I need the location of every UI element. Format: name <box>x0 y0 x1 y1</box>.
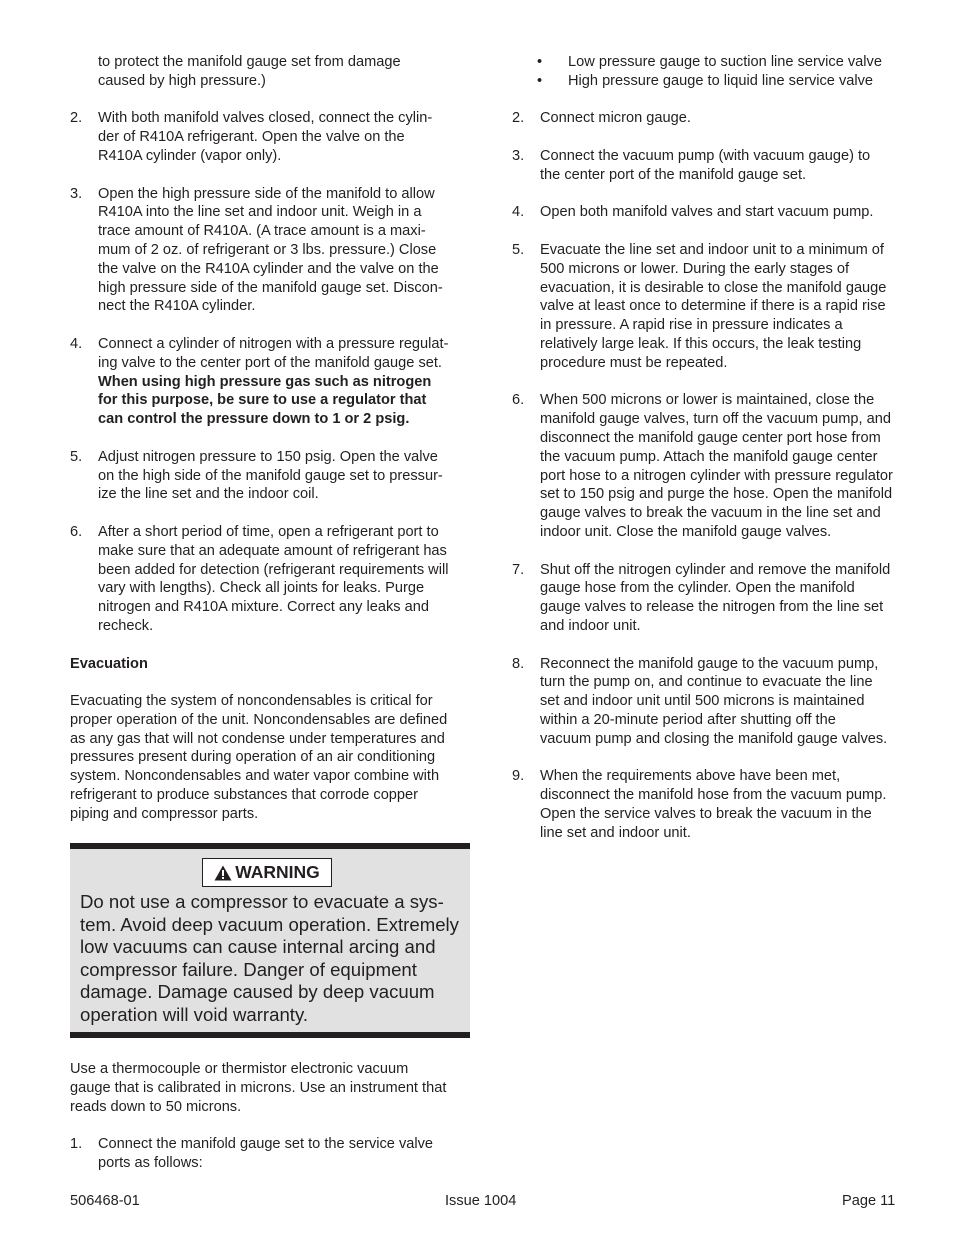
text-line: port hose to a nitrogen cylinder with pressure regulator <box>540 467 893 484</box>
text-line: gauge valves to break the vacuum in the line set and <box>540 505 881 522</box>
text-line: Open the high pressure side of the manifold to allow <box>98 185 435 202</box>
text-line: After a short period of time, open a refrigerant port to <box>98 523 439 540</box>
step-4 <box>512 203 912 222</box>
text-line: vary with lengths). Check all joints for leaks. Purge <box>98 580 425 597</box>
text-line: set and indoor unit until 500 microns is maintained <box>540 693 865 710</box>
step-number: 8. <box>512 655 525 672</box>
step-5 <box>70 448 472 504</box>
text-line: on the high side of the manifold gauge set to pressur- <box>98 467 443 484</box>
text-line: recheck. <box>98 617 154 634</box>
step-number: 3. <box>512 147 525 164</box>
text-line: in pressure. A rapid rise in pressure indicates a <box>540 317 843 334</box>
text-line: Connect a cylinder of nitrogen with a pressure regulat- <box>98 335 449 352</box>
step-number: 6. <box>70 523 83 540</box>
step-1 <box>70 1135 472 1173</box>
warning-label <box>202 858 332 887</box>
text-line: turn the pump on, and continue to evacuate the line <box>540 674 873 691</box>
gauge-paragraph <box>70 1060 472 1116</box>
text-line: gauge that is calibrated in microns. Use an instrument that <box>70 1079 447 1096</box>
step-number: 4. <box>512 204 525 221</box>
text-line: ing valve to the center port of the manifold gauge set. <box>98 354 442 371</box>
step-4 <box>70 335 472 429</box>
step-6 <box>70 523 472 636</box>
text-line: R410A into the line set and indoor unit. Weigh in a <box>98 204 422 221</box>
text-line: When the requirements above have been met, <box>540 768 841 785</box>
step-9 <box>512 767 912 842</box>
text-line: Use a thermocouple or thermistor electronic vacuum <box>70 1061 409 1077</box>
text-line: the center port of the manifold gauge set. <box>540 166 807 183</box>
step-1-continuation <box>70 53 472 91</box>
text-line: vacuum pump and closing the manifold gauge valves. <box>540 730 888 747</box>
step-6 <box>512 391 912 541</box>
step-2 <box>70 109 472 165</box>
text-line: With both manifold valves closed, connect the cylin- <box>98 110 433 127</box>
step-number: 9. <box>512 768 525 785</box>
text-line: trace amount of R410A. (A trace amount is a maxi- <box>98 223 426 240</box>
text-line: pressures present during operation of an air conditioning <box>70 749 436 766</box>
step-number: 5. <box>70 448 83 465</box>
text-line: piping and compressor parts. <box>70 805 259 822</box>
evacuation-paragraph <box>70 692 472 824</box>
text-line: disconnect the manifold hose from the vacuum pump. <box>540 787 887 804</box>
step-3 <box>70 185 472 317</box>
step-5 <box>512 241 912 373</box>
text-line: low vacuums can cause internal arcing and <box>80 936 436 958</box>
step-number: 1. <box>70 1136 83 1153</box>
text-line: high pressure side of the manifold gauge set. Discon- <box>98 279 443 296</box>
text-line: been added for detection (refrigerant requirements will <box>98 561 449 578</box>
step-number: 7. <box>512 561 525 578</box>
text-line: gauge valves to release the nitrogen from the line set <box>540 599 884 616</box>
footer-issue: Issue 1004 <box>445 1193 517 1209</box>
step-number: 2. <box>70 110 83 127</box>
caution-line: When using high pressure gas such as nitrogen <box>98 373 432 390</box>
footer-doc-number: 506468-01 <box>70 1193 140 1209</box>
text-line: Adjust nitrogen pressure to 150 psig. Open the valve <box>98 448 438 465</box>
text-line: Connect the vacuum pump (with vacuum gauge) to <box>540 147 871 164</box>
text-line: When 500 microns or lower is maintained, close the <box>540 392 875 409</box>
text-line: R410A cylinder (vapor only). <box>98 147 282 164</box>
text-line: reads down to 50 microns. <box>70 1098 242 1115</box>
text-line: Evacuating the system of noncondensables is critical for <box>70 693 433 710</box>
text-line: the valve on the R410A cylinder and the valve on the <box>98 260 439 277</box>
text-line: tem. Avoid deep vacuum operation. Extremely <box>80 913 459 935</box>
step-number: 3. <box>70 185 83 202</box>
warning-box <box>70 843 470 1038</box>
warning-triangle-icon <box>214 865 232 881</box>
text-line: Low pressure gauge to suction line service valve <box>568 54 882 70</box>
text-line: indoor unit. Close the manifold gauge valves. <box>540 523 832 540</box>
text-line: nect the R410A cylinder. <box>98 298 256 315</box>
text-line: caused by high pressure.) <box>98 72 266 89</box>
left-column-bottom <box>70 1060 472 1173</box>
text-line: ports as follows: <box>98 1154 203 1171</box>
text-line: nitrogen and R410A mixture. Correct any leaks and <box>98 599 429 616</box>
warning-label-text: WARNING <box>235 862 320 882</box>
evacuation-heading: Evacuation <box>70 655 148 672</box>
text-line: proper operation of the unit. Noncondensables are defined <box>70 711 448 728</box>
text-line: gauge hose from the cylinder. Open the manifold <box>540 580 855 597</box>
text-line: the vacuum pump. Attach the manifold gauge center <box>540 448 878 465</box>
text-line: refrigerant to produce substances that corrode copper <box>70 787 419 804</box>
bullet-icon: • <box>537 72 543 89</box>
text-line: disconnect the manifold gauge center port hose from <box>540 429 881 446</box>
right-column <box>512 53 912 842</box>
text-line: within a 20-minute period after shutting off the <box>540 711 836 728</box>
text-line: mum of 2 oz. of refrigerant or 3 lbs. pressure.) Close <box>98 241 437 258</box>
left-column <box>70 53 472 824</box>
text-line: ize the line set and the indoor coil. <box>98 486 319 503</box>
text-line: evacuation, it is desirable to close the manifold gauge <box>540 279 887 296</box>
text-line: operation will void warranty. <box>80 1003 309 1025</box>
bullet-icon: • <box>537 54 543 70</box>
text-line: Connect the manifold gauge set to the service valve <box>98 1136 434 1153</box>
text-line: Connect micron gauge. <box>540 110 691 127</box>
text-line: damage. Damage caused by deep vacuum <box>80 981 435 1003</box>
step-3 <box>512 147 912 185</box>
text-line: compressor failure. Danger of equipment <box>80 958 417 980</box>
caution-line: for this purpose, be sure to use a regulator that <box>98 392 427 409</box>
text-line: Evacuate the line set and indoor unit to a minimum of <box>540 241 884 258</box>
step-7 <box>512 561 912 636</box>
text-line: set to 150 psig and purge the hose. Open the manifold <box>540 486 893 503</box>
text-line: system. Noncondensables and water vapor combine with <box>70 768 440 785</box>
text-line: to protect the manifold gauge set from damage <box>98 54 401 70</box>
step-number: 2. <box>512 110 525 127</box>
text-line: manifold gauge valves, turn off the vacuum pump, and <box>540 411 892 428</box>
caution-line: can control the pressure down to 1 or 2 psig. <box>98 411 410 428</box>
step-2 <box>512 109 912 128</box>
text-line: and indoor unit. <box>540 617 641 634</box>
text-line: make sure that an adequate amount of refrigerant has <box>98 542 447 559</box>
text-line: Reconnect the manifold gauge to the vacuum pump, <box>540 655 879 672</box>
bullet-item <box>512 53 912 72</box>
text-line: as any gas that will not condense under temperatures and <box>70 730 445 747</box>
text-line: Shut off the nitrogen cylinder and remove the manifold <box>540 561 891 578</box>
text-line: Open both manifold valves and start vacuum pump. <box>540 204 874 221</box>
text-line: valve at least once to determine if there is a rapid rise <box>540 298 886 315</box>
text-line: 500 microns or lower. During the early stages of <box>540 260 850 277</box>
text-line: der of R410A refrigerant. Open the valve on the <box>98 129 405 146</box>
warning-text <box>80 891 468 1027</box>
text-line: line set and indoor unit. <box>540 824 691 841</box>
text-line: procedure must be repeated. <box>540 354 728 371</box>
bullet-item <box>512 72 912 91</box>
step-8 <box>512 655 912 749</box>
footer-page-number: Page 11 <box>842 1193 896 1209</box>
step-number: 4. <box>70 335 83 352</box>
text-line: High pressure gauge to liquid line service valve <box>568 72 874 89</box>
text-line: Do not use a compressor to evacuate a sys- <box>80 891 444 912</box>
step-number: 6. <box>512 392 525 409</box>
step-number: 5. <box>512 241 525 258</box>
text-line: Open the service valves to break the vacuum in the <box>540 805 872 822</box>
text-line: relatively large leak. If this occurs, the leak testing <box>540 335 862 352</box>
